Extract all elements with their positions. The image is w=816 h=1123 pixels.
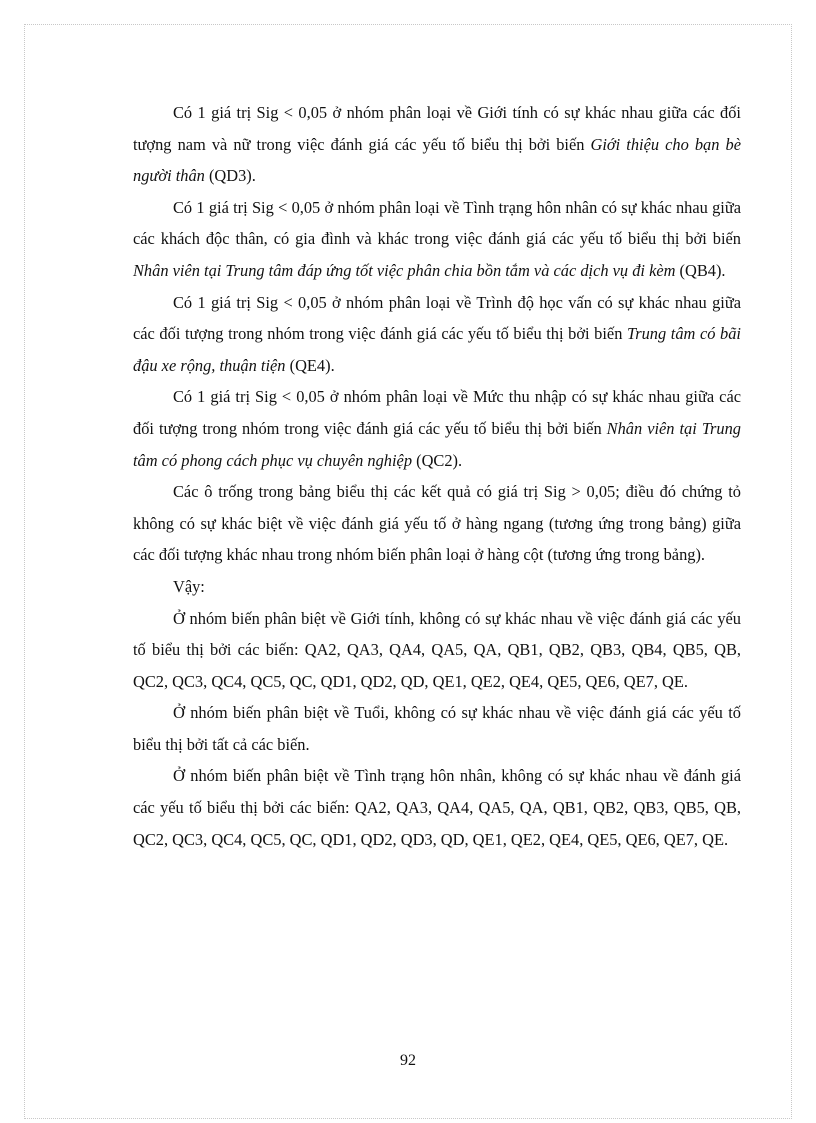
paragraph-conclusion-marital: Ở nhóm biến phân biệt về Tình trạng hôn nhân, không có sự khác nhau về đánh giá các yếu tố biểu thị bởi các biến: QA2, QA3, QA4, QA5, QA, QB1, QB2, QB3, QB5, QB, QC2, QC3, QC4, QC5, QC, QD1, QD2, QD3, QD, QE1, QE2, QE4, QE5, QE6, QE7, QE. — [133, 766, 741, 849]
variable-name: Nhân viên tại Trung tâm đáp ứng tốt việc phân chia bồn tắm và các dịch vụ đi kèm — [133, 260, 676, 280]
variable-name: Trung tâm có bãi đậu xe rộng, thuận tiện — [133, 324, 741, 375]
page-number: 92 — [400, 1052, 416, 1069]
paragraph-conclusion-age: Ở nhóm biến phân biệt về Tuổi, không có sự khác nhau về việc đánh giá các yếu tố biểu thị bởi tất cả các biến. — [133, 703, 741, 754]
variable-name: Nhân viên tại Trung tâm có phong cách phục vụ chuyên nghiệp — [133, 418, 741, 470]
paragraph-empty-cells: Các ô trống trong bảng biểu thị các kết quả có giá trị Sig > 0,05; điều đó chứng tỏ không có sự khác biệt về việc đánh giá yếu tố ở hàng ngang (tương ứng trong bảng) giữa các đối tượng khác nhau trong nhóm biến phân loại ở hàng cột (tương ứng trong bảng). — [133, 482, 741, 565]
variable-name: Giới thiệu cho bạn bè người thân — [133, 134, 741, 186]
paragraph-sig-gender: Có 1 giá trị Sig < 0,05 ở nhóm phân loại về Giới tính có sự khác nhau giữa các đối tượng nam và nữ trong việc đánh giá các yếu tố biểu thị bởi biến Giới thiệu cho bạn bè người thân (QD3). — [133, 103, 741, 186]
paragraph-sig-education: Có 1 giá trị Sig < 0,05 ở nhóm phân loại về Trình độ học vấn có sự khác nhau giữa các đối tượng trong nhóm trong việc đánh giá các yếu tố biểu thị bởi biến Trung tâm có bãi đậu xe rộng, thuận tiện (QE4). — [133, 292, 741, 375]
paragraph-sig-income: Có 1 giá trị Sig < 0,05 ở nhóm phân loại về Mức thu nhập có sự khác nhau giữa các đối tượng trong nhóm trong việc đánh giá các yếu tố biểu thị bởi biến Nhân viên tại Trung tâm có phong cách phục vụ chuyên nghiệp (QC2). — [133, 387, 741, 470]
document-body — [133, 97, 741, 855]
paragraph-conclusion-intro: Vậy: — [173, 576, 205, 596]
paragraph-conclusion-gender: Ở nhóm biến phân biệt về Giới tính, không có sự khác nhau về việc đánh giá các yếu tố biểu thị bởi các biến: QA2, QA3, QA4, QA5, QA, QB1, QB2, QB3, QB4, QB5, QB, QC2, QC3, QC4, QC5, QC, QD1, QD2, QD, QE1, QE2, QE4, QE5, QE6, QE7, QE. — [133, 608, 741, 691]
paragraph-sig-marital: Có 1 giá trị Sig < 0,05 ở nhóm phân loại về Tình trạng hôn nhân có sự khác nhau giữa các khách độc thân, có gia đình và khác trong việc đánh giá các yếu tố biểu thị bởi biến Nhân viên tại Trung tâm đáp ứng tốt việc phân chia bồn tắm và các dịch vụ đi kèm (QB4). — [133, 197, 741, 280]
